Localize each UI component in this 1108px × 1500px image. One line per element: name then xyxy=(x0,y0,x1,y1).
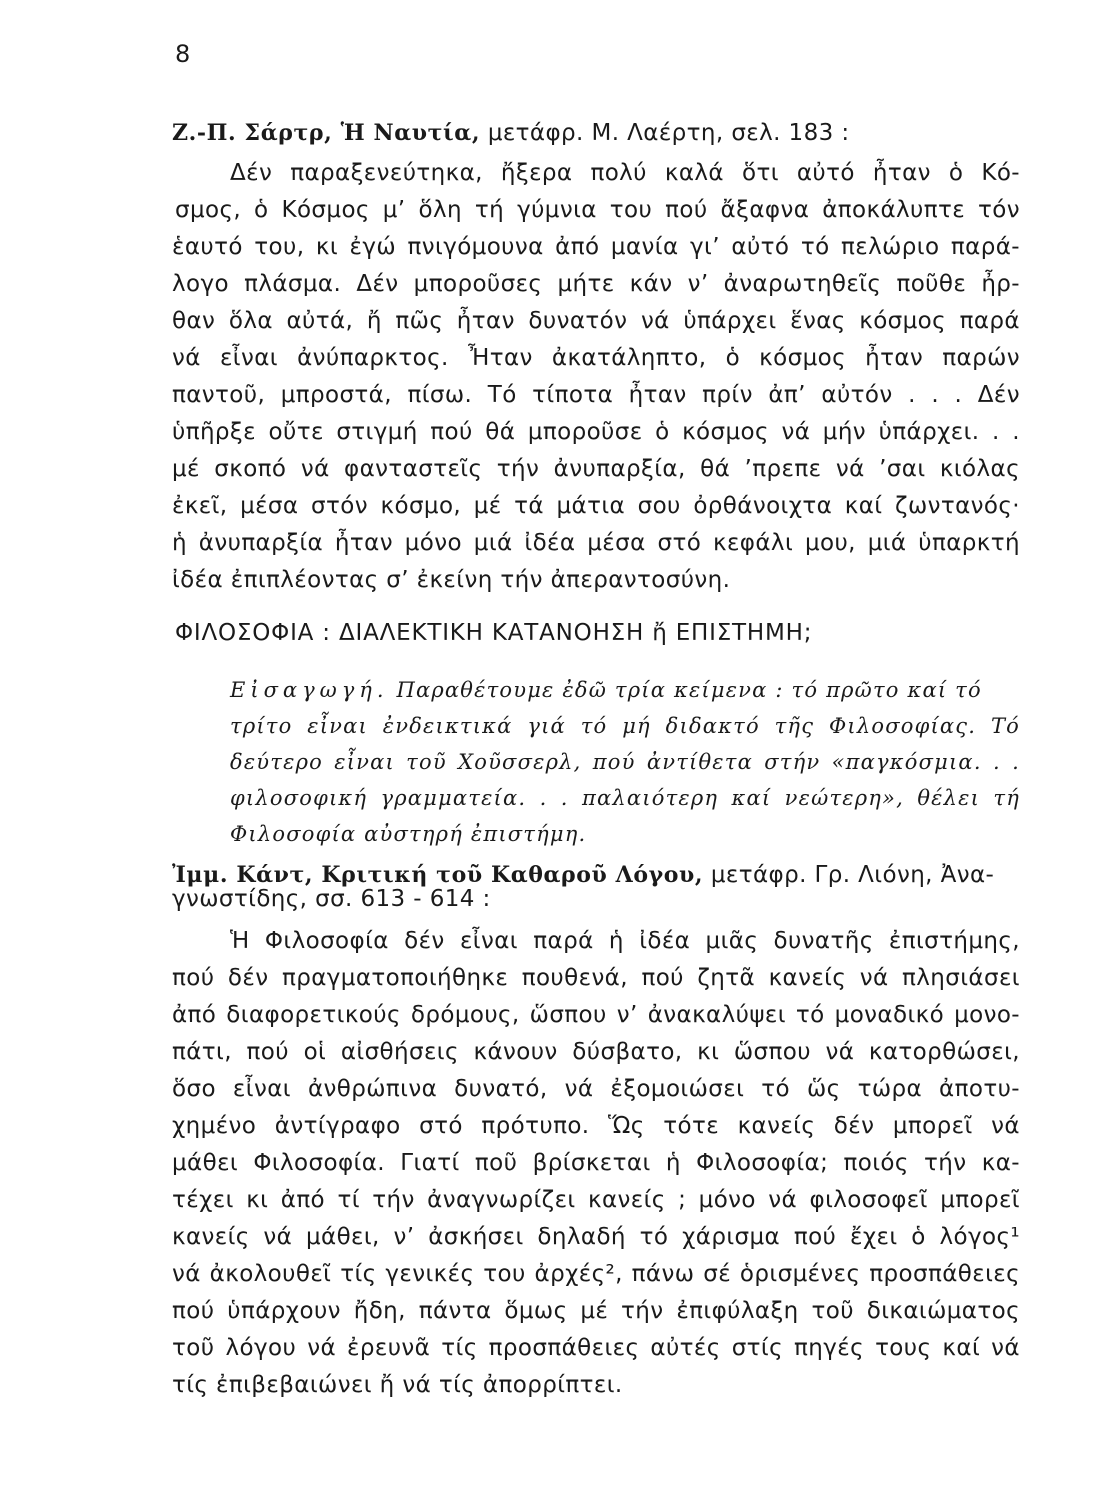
kant-heading xyxy=(172,862,994,888)
intro-line-2: τρίτο εἶναι ἐνδεικτικά γιά τό μή διδακτό τῆς Φιλοσοφίας. Τό xyxy=(230,714,1020,738)
sartre-heading xyxy=(172,120,850,146)
sartre-line-2: σμος, ὁ Κόσμος μ’ ὅλη τή γύμνια του πού ἄξαφνα ἀποκάλυπτε τόν xyxy=(175,197,1020,223)
kant-line-13: τίς ἐπιβεβαιώνει ἤ νά τίς ἀπορρίπτει. xyxy=(172,1372,623,1398)
kant-line-1: Ἡ Φιλοσοφία δέν εἶναι παρά ἡ ἰδέα μιᾶς δυνατῆς ἐπιστήμης, xyxy=(230,928,1020,954)
kant-heading-translation: μετάφρ. Γρ. Λιόνη, Ἀνα- xyxy=(710,862,995,888)
kant-line-3: ἀπό διαφορετικούς δρόμους, ὥσπου ν’ ἀνακαλύψει τό μοναδικό μονο- xyxy=(172,1002,1020,1028)
sartre-line-10: ἐκεῖ, μέσα στόν κόσμο, μέ τά μάτια σου ὀρθάνοιχτα καί ζωντανός· xyxy=(172,493,1020,519)
kant-line-12: τοῦ λόγου νά ἐρευνᾶ τίς προσπάθειες αὐτές στίς πηγές τους καί νά xyxy=(172,1335,1020,1361)
sartre-heading-author-title: Ζ.-Π. Σάρτρ, Ἡ Ναυτία, xyxy=(172,120,481,146)
intro-label: Εἰσαγωγή. xyxy=(230,678,389,702)
kant-line-9: κανείς νά μάθει, ν’ ἀσκήσει δηλαδή τό χάρισμα πού ἔχει ὁ λόγος¹ xyxy=(172,1224,1020,1250)
sartre-line-6: νά εἶναι ἀνύπαρκτος. Ἦταν ἀκατάληπτο, ὁ κόσμος ἦταν παρών xyxy=(172,345,1020,371)
intro-line-1 xyxy=(230,678,1020,702)
sartre-line-11: ἡ ἀνυπαρξία ἦταν μόνο μιά ἰδέα μέσα στό κεφάλι μου, μιά ὑπαρκτή xyxy=(172,530,1020,556)
sartre-line-12: ἰδέα ἐπιπλέοντας σ’ ἐκείνη τήν ἀπεραντοσύνη. xyxy=(172,567,731,593)
sartre-line-1: Δέν παραξενεύτηκα, ἤξερα πολύ καλά ὅτι αὐτό ἦταν ὁ Κό- xyxy=(230,160,1020,186)
intro-line-3: δεύτερο εἶναι τοῦ Χοῦσσερλ, πού ἀντίθετα στήν «παγκόσμια. . . xyxy=(230,750,1020,774)
kant-line-7: μάθει Φιλοσοφία. Γιατί ποῦ βρίσκεται ἡ Φιλοσοφία; ποιός τήν κα- xyxy=(172,1150,1020,1176)
sartre-line-3: ἑαυτό του, κι ἐγώ πνιγόμουνα ἀπό μανία γι’ αὐτό τό πελώριο παρά- xyxy=(172,234,1020,260)
kant-line-4: πάτι, πού οἱ αἰσθήσεις κάνουν δύσβατο, κι ὥσπου νά κατορθώσει, xyxy=(172,1039,1020,1065)
sartre-line-9: μέ σκοπό νά φανταστεῖς τήν ἀνυπαρξία, θά ’πρεπε νά ’σαι κιόλας xyxy=(172,456,1020,482)
intro-line-5: Φιλοσοφία αὐστηρή ἐπιστήμη. xyxy=(230,822,587,846)
kant-heading-author-title: Ἰμμ. Κάντ, Κριτική τοῦ Καθαροῦ Λόγου, xyxy=(172,862,704,888)
intro-line-1-text: Παραθέτουμε ἐδῶ τρία κείμενα : τό πρῶτο καί τό xyxy=(396,678,982,702)
section-heading: ΦΙΛΟΣΟΦΙΑ : ΔΙΑΛΕΚΤΙΚΗ ΚΑΤΑΝΟΗΣΗ ἤ ΕΠΙΣΤΗΜΗ; xyxy=(175,620,813,646)
kant-line-6: χημένο ἀντίγραφο στό πρότυπο. Ὥς τότε κανείς δέν μπορεῖ νά xyxy=(172,1113,1020,1139)
sartre-heading-translation: μετάφρ. Μ. Λαέρτη, σελ. 183 : xyxy=(487,120,850,146)
kant-heading-line-2: γνωστίδης, σσ. 613 - 614 : xyxy=(172,886,491,912)
kant-line-10: νά ἀκολουθεῖ τίς γενικές του ἀρχές², πάνω σέ ὁρισμένες προσπάθειες xyxy=(172,1261,1020,1287)
sartre-line-7: παντοῦ, μπροστά, πίσω. Τό τίποτα ἦταν πρίν ἀπ’ αὐτόν . . . Δέν xyxy=(172,382,1020,408)
page-number: 8 xyxy=(175,40,191,68)
sartre-line-4: λογο πλάσμα. Δέν μποροῦσες μήτε κάν ν’ ἀναρωτηθεῖς ποῦθε ἦρ- xyxy=(172,271,1020,297)
sartre-line-5: θαν ὅλα αὐτά, ἤ πῶς ἦταν δυνατόν νά ὑπάρχει ἕνας κόσμος παρά xyxy=(172,308,1020,334)
kant-line-8: τέχει κι ἀπό τί τήν ἀναγνωρίζει κανείς ; μόνο νά φιλοσοφεῖ μπορεῖ xyxy=(172,1187,1020,1213)
kant-line-11: πού ὑπάρχουν ἤδη, πάντα ὅμως μέ τήν ἐπιφύλαξη τοῦ δικαιώματος xyxy=(172,1298,1020,1324)
sartre-line-8: ὑπῆρξε οὔτε στιγμή πού θά μποροῦσε ὁ κόσμος νά μήν ὑπάρχει. . . xyxy=(172,419,1020,445)
kant-line-5: ὅσο εἶναι ἀνθρώπινα δυνατό, νά ἐξομοιώσει τό ὥς τώρα ἀποτυ- xyxy=(172,1076,1020,1102)
kant-line-2: πού δέν πραγματοποιήθηκε πουθενά, πού ζητᾶ κανείς νά πλησιάσει xyxy=(172,965,1020,991)
intro-line-4: φιλοσοφική γραμματεία. . . παλαιότερη καί νεώτερη», θέλει τή xyxy=(230,786,1020,810)
